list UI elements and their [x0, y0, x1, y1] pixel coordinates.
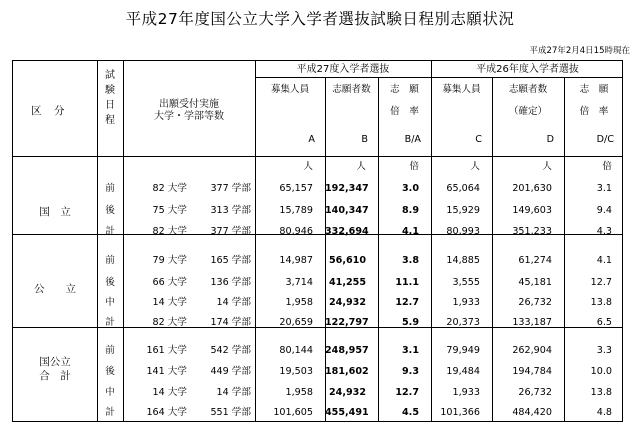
table-cell: 3,714	[285, 277, 313, 288]
table-cell: 13.8	[590, 297, 612, 308]
table-cell: 149,603	[512, 205, 552, 216]
faculty-count: 377 学部	[210, 226, 251, 237]
column-header-letter: D	[546, 134, 554, 145]
table-cell: 26,732	[518, 297, 552, 308]
header-group-2015: 平成27度入学者選抜	[296, 64, 390, 75]
table-cell: 101,366	[440, 407, 480, 418]
table-cell: 12.7	[395, 387, 419, 398]
university-count: 66 大学	[152, 277, 187, 288]
table-cell: 80,144	[279, 345, 313, 356]
table-cell: 56,610	[328, 255, 366, 266]
table-cell: 14,885	[446, 255, 480, 266]
group-label	[13, 206, 97, 220]
table-cell: 20,373	[446, 317, 480, 328]
table-cell: 65,157	[279, 183, 313, 194]
header-schedule-char: 験	[105, 85, 115, 96]
table-cell: 19,503	[279, 366, 313, 377]
header-universities-line1: 出願受付実施	[159, 99, 219, 110]
group-label-line: 公 立	[34, 283, 76, 295]
table-cell: 484,420	[512, 407, 552, 418]
schedule-label: 計	[105, 226, 115, 237]
table-cell: 140,347	[325, 205, 369, 216]
table-cell: 14,987	[279, 255, 313, 266]
column-header-letter: B/A	[404, 134, 421, 145]
university-count: 14 大学	[152, 387, 187, 398]
table-cell: 61,274	[518, 255, 552, 266]
unit-label: 人	[542, 161, 552, 172]
table-cell: 80,993	[446, 226, 480, 237]
column-header-line1: 募集人員	[442, 84, 481, 95]
schedule-label: 計	[105, 407, 115, 418]
table-cell: 332,694	[325, 226, 369, 237]
table-cell: 79,949	[446, 345, 480, 356]
table-cell: 181,602	[325, 366, 369, 377]
table-cell: 13.8	[590, 387, 612, 398]
faculty-count: 449 学部	[210, 366, 251, 377]
column-header-line1: 志 願	[390, 84, 419, 95]
university-count: 75 大学	[152, 205, 187, 216]
table-cell: 4.5	[402, 407, 419, 418]
table-cell: 4.3	[596, 226, 612, 237]
table-cell: 262,904	[512, 345, 552, 356]
unit-label: 倍	[409, 161, 419, 172]
table-cell: 24,932	[328, 387, 366, 398]
faculty-count: 542 学部	[210, 345, 251, 356]
unit-label: 人	[356, 161, 366, 172]
page-title: 平成27年度国公立大学入学者選抜試験日程別志願状況	[125, 10, 515, 28]
table-cell: 80,946	[279, 226, 313, 237]
table-cell: 455,491	[325, 407, 369, 418]
column-header-line1: 募集人員	[270, 84, 310, 95]
table-cell: 101,605	[273, 407, 313, 418]
table-cell: 10.0	[590, 366, 612, 377]
table-cell: 26,732	[518, 387, 552, 398]
header-schedule-char: 日	[105, 100, 115, 111]
table-cell: 65,064	[446, 183, 480, 194]
table-cell: 45,181	[518, 277, 552, 288]
table-cell: 19,484	[446, 366, 480, 377]
unit-label: 人	[303, 161, 313, 172]
table-cell: 133,187	[512, 317, 552, 328]
schedule-label: 中	[105, 387, 115, 398]
table-cell: 41,255	[328, 277, 366, 288]
column-header-line1: 志願者数	[332, 84, 371, 95]
column-header-letter: D/C	[596, 134, 614, 145]
table-cell: 15,929	[446, 205, 480, 216]
university-count: 79 大学	[152, 255, 187, 266]
table-cell: 3.1	[402, 345, 419, 356]
table-cell: 194,784	[512, 366, 552, 377]
column-header-letter: B	[361, 134, 368, 145]
group-label-line: 合 計	[39, 369, 71, 382]
table-cell: 1,958	[285, 387, 313, 398]
table-cell: 15,789	[279, 205, 313, 216]
table-cell: 4.1	[596, 255, 612, 266]
header-schedule-char: 程	[105, 115, 115, 126]
group-label-line: 国公立	[39, 356, 71, 368]
faculty-count: 14 学部	[216, 297, 251, 308]
schedule-label: 計	[105, 317, 115, 328]
table-cell: 3.1	[596, 183, 612, 194]
university-count: 164 大学	[146, 407, 187, 418]
column-header-line2: 倍 率	[579, 106, 609, 117]
university-count: 161 大学	[146, 345, 187, 356]
column-header-line2: 倍 率	[390, 106, 419, 117]
faculty-count: 165 学部	[210, 255, 251, 266]
schedule-label: 前	[105, 345, 115, 356]
table-cell: 248,957	[325, 345, 369, 356]
table-cell: 12.7	[395, 297, 419, 308]
schedule-label: 前	[105, 183, 115, 194]
university-count: 82 大学	[152, 317, 187, 328]
group-label-line: 国 立	[39, 206, 71, 218]
schedule-label: 後	[105, 277, 115, 288]
table-cell: 1,933	[452, 297, 480, 308]
faculty-count: 313 学部	[210, 205, 251, 216]
table-cell: 4.8	[596, 407, 612, 418]
table-cell: 1,958	[285, 297, 313, 308]
table-cell: 24,932	[328, 297, 366, 308]
table-cell: 11.1	[395, 277, 419, 288]
column-header-letter: A	[308, 134, 315, 145]
table-cell: 9.4	[596, 205, 612, 216]
table-cell: 3.3	[596, 345, 612, 356]
column-header-line1: 志願者数	[508, 84, 548, 95]
faculty-count: 551 学部	[210, 407, 251, 418]
table-cell: 3,555	[452, 277, 480, 288]
header-schedule-char: 試	[105, 70, 115, 81]
header-group-2014: 平成26年度入学者選抜	[476, 64, 579, 75]
table-cell: 192,347	[325, 183, 369, 194]
table-cell: 122,797	[325, 317, 369, 328]
schedule-label: 中	[105, 297, 115, 308]
group-label	[13, 283, 97, 297]
table-cell: 3.8	[402, 255, 419, 266]
column-header-line2: （確定）	[508, 106, 548, 117]
unit-label: 人	[470, 161, 480, 172]
university-count: 14 大学	[152, 297, 187, 308]
header-universities-line2: 大学・学部等数	[154, 111, 224, 122]
faculty-count: 377 学部	[210, 183, 251, 194]
header-schedule	[103, 71, 117, 126]
table-cell: 8.9	[402, 205, 419, 216]
applications-table	[12, 60, 623, 422]
schedule-label: 後	[105, 366, 115, 377]
schedule-label: 前	[105, 255, 115, 266]
table-cell: 351,233	[512, 226, 552, 237]
table-cell: 201,630	[512, 183, 552, 194]
header-kubun: 区 分	[31, 105, 66, 117]
group-label	[13, 356, 97, 383]
column-header-line1: 志 願	[579, 84, 609, 95]
table-cell: 4.1	[402, 226, 419, 237]
table-cell: 1,933	[452, 387, 480, 398]
table-cell: 20,659	[279, 317, 313, 328]
faculty-count: 14 学部	[216, 387, 251, 398]
table-cell: 6.5	[596, 317, 612, 328]
column-header-letter: C	[475, 134, 482, 145]
faculty-count: 136 学部	[210, 277, 251, 288]
table-cell: 5.9	[402, 317, 419, 328]
as-of-date: 平成27年2月4日15時現在	[529, 46, 630, 56]
header-universities	[131, 99, 247, 123]
schedule-label: 後	[105, 205, 115, 216]
table-cell: 12.7	[590, 277, 612, 288]
unit-label: 倍	[602, 161, 612, 172]
table-cell: 3.0	[402, 183, 419, 194]
table-cell: 9.3	[402, 366, 419, 377]
university-count: 82 大学	[152, 226, 187, 237]
university-count: 82 大学	[152, 183, 187, 194]
university-count: 141 大学	[146, 366, 187, 377]
faculty-count: 174 学部	[210, 317, 251, 328]
